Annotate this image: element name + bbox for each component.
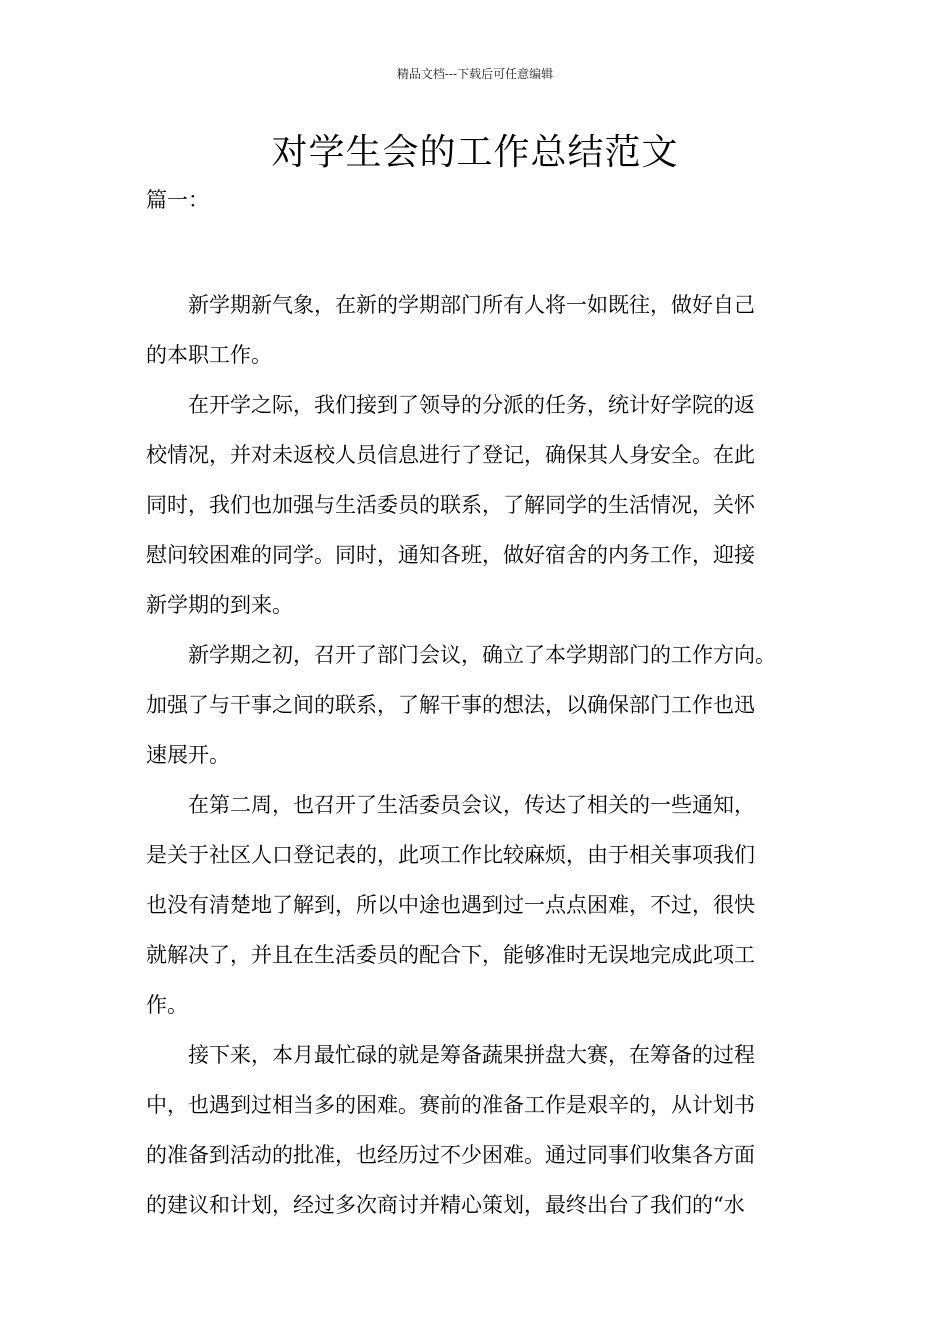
paragraph [146, 780, 810, 1030]
paragraph-line: 校情况，并对未返校人员信息进行了登记，确保其人身安全。在此 [146, 443, 755, 467]
paragraph-line: 在第二周，也召开了生活委员会议，传达了相关的一些通知， [188, 793, 755, 817]
paragraph [146, 280, 810, 380]
paragraph-line: 加强了与干事之间的联系，了解干事的想法，以确保部门工作也迅 [146, 693, 755, 717]
paragraph-line: 中，也遇到过相当多的困难。赛前的准备工作是艰辛的，从计划书 [146, 1093, 755, 1117]
paragraph [146, 380, 810, 630]
paragraph [146, 1030, 810, 1230]
paragraph [146, 630, 810, 780]
paragraph-line: 同时，我们也加强与生活委员的联系，了解同学的生活情况，关怀 [146, 493, 755, 517]
paragraph-line: 也没有清楚地了解到，所以中途也遇到过一点点困难，不过，很快 [146, 893, 755, 917]
document-title: 对学生会的工作总结范文 [271, 132, 679, 173]
paragraph-line: 慰问较困难的同学。同时，通知各班，做好宿舍的内务工作，迎接 [146, 543, 755, 567]
paragraph-line: 新学期新气象，在新的学期部门所有人将一如既往，做好自己 [188, 293, 755, 317]
paragraph-line: 的准备到活动的批准，也经历过不少困难。通过同事们收集各方面 [146, 1143, 755, 1167]
page-header: 精品文档---下载后可任意编辑 [396, 67, 554, 81]
paragraph-line: 是关于社区人口登记表的，此项工作比较麻烦，由于相关事项我们 [146, 843, 755, 867]
paragraph-line: 的建议和计划，经过多次商讨并精心策划，最终出台了我们的“水 [146, 1193, 745, 1217]
body-text [146, 280, 810, 1230]
section-label: 篇一： [146, 188, 209, 212]
paragraph-line: 新学期的到来。 [146, 593, 293, 617]
paragraph-line: 作。 [146, 993, 188, 1017]
paragraph-line: 在开学之际，我们接到了领导的分派的任务，统计好学院的返 [188, 393, 755, 417]
paragraph-line: 新学期之初，召开了部门会议，确立了本学期部门的工作方向。 [188, 643, 776, 667]
paragraph-line: 就解决了，并且在生活委员的配合下，能够准时无误地完成此项工 [146, 943, 755, 967]
paragraph-line: 接下来，本月最忙碌的就是筹备蔬果拼盘大赛，在筹备的过程 [188, 1043, 755, 1067]
paragraph-line: 的本职工作。 [146, 343, 272, 367]
paragraph-line: 速展开。 [146, 743, 230, 767]
